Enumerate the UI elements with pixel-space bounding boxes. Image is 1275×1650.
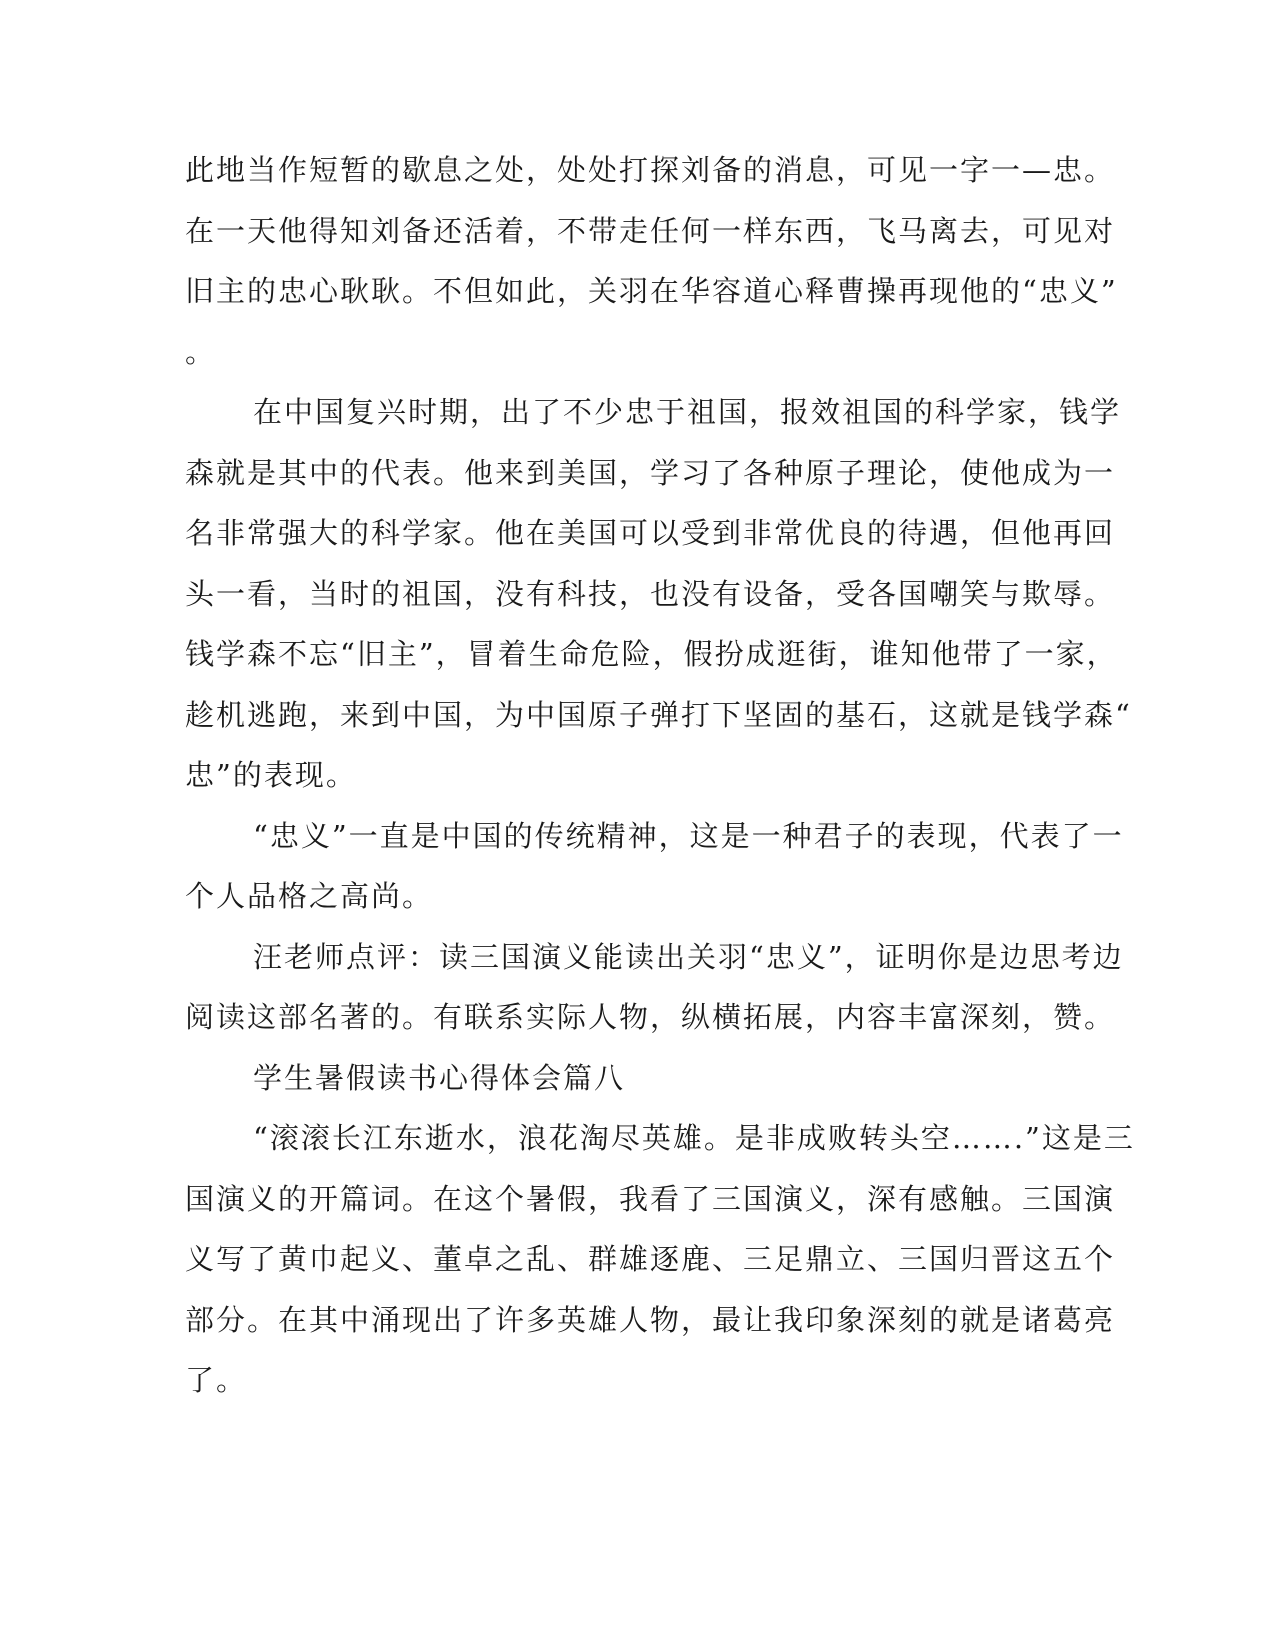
text-line: 了。	[185, 1363, 248, 1397]
text-line: 森就是其中的代表。他来到美国，学习了各种原子理论，使他成为一	[185, 455, 1116, 490]
text-line: 忠”的表现。	[185, 758, 357, 792]
text-line: 个人品格之高尚。	[185, 879, 434, 913]
text-line: 。	[185, 334, 217, 369]
text-line: “滚滚长江东逝水，浪花淘尽英雄。是非成败转头空…….”这是三	[253, 1121, 1135, 1155]
text-line: 旧主的忠心耿耿。不但如此，关羽在华容道心释曹操再现他的“忠义”	[185, 274, 1118, 308]
text-line: “忠义”一直是中国的传统精神，这是一种君子的表现，代表了一	[253, 818, 1124, 853]
text-line: 钱学森不忘“旧主”，冒着生命危险，假扮成逛街，谁知他带了一家，	[185, 637, 1118, 671]
document-body	[185, 152, 1135, 1423]
paragraph-conclusion	[185, 818, 1124, 939]
text-line: 部分。在其中涌现出了许多英雄人物，最让我印象深刻的就是诸葛亮	[185, 1302, 1116, 1337]
section-heading	[185, 1060, 1045, 1121]
text-line: 在一天他得知刘备还活着，不带走任何一样东西，飞马离去，可见对	[185, 213, 1116, 248]
text-line: 在中国复兴时期，出了不少忠于祖国，报效祖国的科学家，钱学	[253, 395, 1122, 429]
paragraph-three-kingdoms	[185, 1120, 1135, 1423]
text-line: 名非常强大的科学家。他在美国可以受到非常优良的待遇，但他再回	[185, 516, 1116, 550]
text-line: 头一看，当时的祖国，没有科技，也没有设备，受各国嘲笑与欺辱。	[185, 576, 1116, 611]
paragraph-qian-xuesen	[185, 394, 1132, 818]
text-line: 汪老师点评：读三国演义能读出关羽“忠义”，证明你是边思考边	[253, 939, 1124, 974]
text-line: 此地当作短暂的歇息之处，处处打探刘备的消息，可见一字一—忠。	[185, 153, 1116, 187]
text-line: 国演义的开篇词。在这个暑假，我看了三国演义，深有感触。三国演	[185, 1181, 1116, 1216]
text-line: 义写了黄巾起义、董卓之乱、群雄逐鹿、三足鼎立、三国归晋这五个	[185, 1242, 1116, 1276]
text-line: 趁机逃跑，来到中国，为中国原子弹打下坚固的基石，这就是钱学森“	[185, 697, 1132, 732]
paragraph-teacher-comment	[185, 939, 1124, 1060]
paragraph-guanyu-loyalty	[185, 152, 1118, 394]
text-line: 阅读这部名著的。有联系实际人物，纵横拓展，内容丰富深刻，赞。	[185, 1000, 1116, 1034]
section-title: 学生暑假读书心得体会篇八	[253, 1060, 626, 1095]
